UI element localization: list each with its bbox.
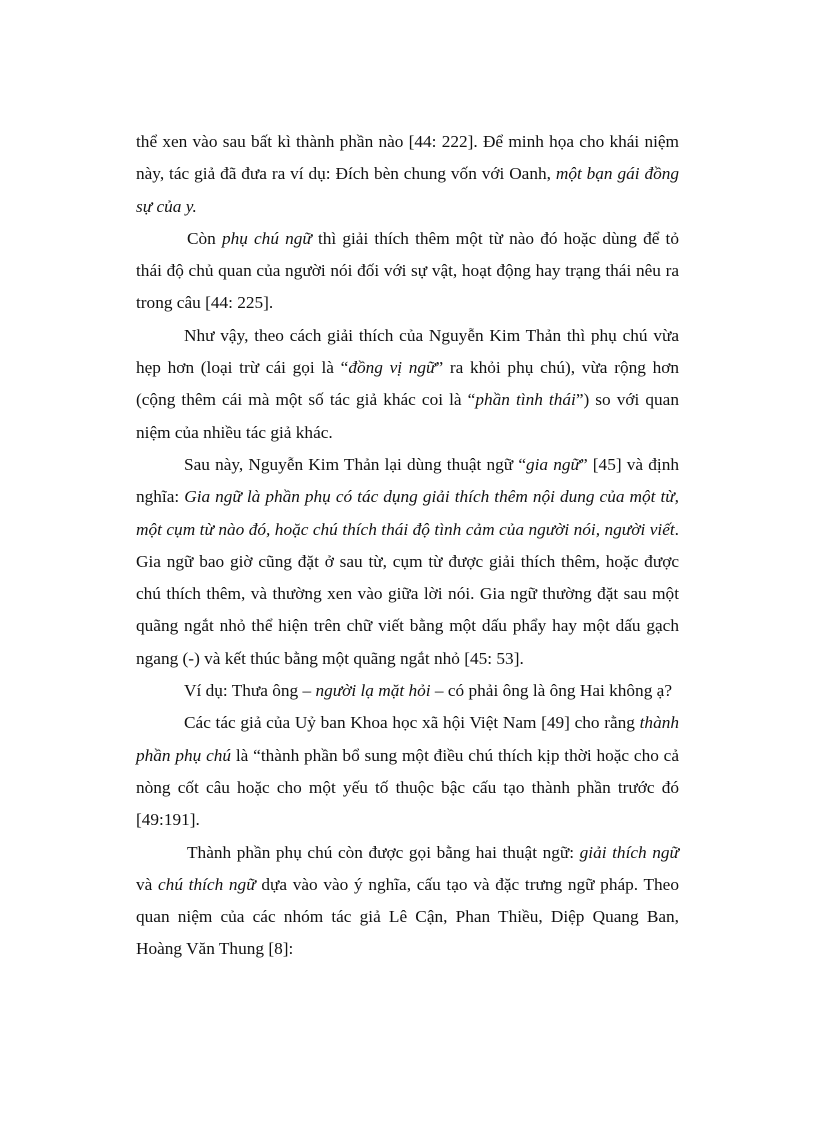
italic-run: đồng vị ngữ	[348, 358, 436, 378]
paragraph-7	[136, 837, 679, 966]
paragraph-3	[136, 320, 679, 449]
text-run: thì giải thích thêm một từ nào đó hoặc dùng để tỏ thái độ chủ quan của người nói đối với sự vật, hoạt động hay trạng thái nêu ra trong câu [44: 225].	[136, 228, 679, 313]
text-run: ”) so với quan niệm của nhiều tác giả khác.	[136, 390, 679, 442]
italic-run: giải thích ngữ	[579, 842, 679, 862]
text-run: ” ra khỏi phụ chú), vừa rộng hơn (cộng thêm cái mà một số tác giả khác coi là “	[136, 358, 679, 410]
italic-run: phần tình thái	[475, 390, 576, 410]
paragraph-6	[136, 707, 679, 836]
text-run: ” [45] và định nghĩa:	[136, 454, 679, 507]
text-run: Như vậy, theo cách giải thích của Nguyễn Kim Thản thì phụ chú vừa hẹp hơn (loại trừ cái gọi là “	[136, 325, 679, 378]
document-page	[136, 126, 679, 966]
text-run: Sau này, Nguyễn Kim Thản lại dùng thuật ngữ “	[184, 454, 526, 474]
italic-run: phụ chú ngữ	[221, 228, 312, 248]
text-run: thể xen vào sau bất kì thành phần nào [44: 222]. Để minh họa cho khái niệm này, tác giả đã đưa ra ví dụ: Đích bèn chung vốn với Oanh,	[136, 132, 679, 184]
paragraph-5	[136, 675, 679, 707]
text-run: Ví dụ: Thưa ông –	[184, 681, 316, 701]
text-run: và	[136, 874, 159, 894]
text-run: Thành phần phụ chú còn được gọi bằng hai thuật ngữ:	[187, 842, 580, 862]
text-run: dựa vào vào ý nghĩa, cấu tạo và đặc trưng ngữ pháp. Theo quan niệm của các nhóm tác giả Lê Cận, Phan Thiều, Diệp Quang Ban, Hoàng Văn Thung [8]:	[136, 874, 679, 959]
text-run: . Gia ngữ bao giờ cũng đặt ở sau từ, cụm từ được giải thích thêm, hoặc được chú thích thêm, và thường xen vào giữa lời nói. Gia ngữ thường đặt sau một quãng ngắt nhỏ thể hiện trên chữ viết bằng một dấu phẩy hay một dấu gạch ngang (-) và kết thúc bằng một quãng ngắt nhỏ [45: 53].	[136, 519, 679, 668]
italic-run: một bạn gái đồng sự của y.	[136, 164, 680, 216]
paragraph-1	[136, 126, 679, 223]
italic-run: gia ngữ	[525, 454, 580, 474]
paragraph-4	[136, 449, 679, 675]
paragraph-2	[136, 223, 679, 320]
italic-run: Gia ngữ là phần phụ có tác dụng giải thích thêm nội dung của một từ, một cụm từ nào đó, hoặc chú thích thái độ tình cảm của người nói, người viết	[136, 487, 680, 539]
italic-run: người lạ mặt hỏi	[315, 681, 431, 701]
italic-run: thành phần phụ chú	[136, 713, 679, 765]
text-run: – có phải ông là ông Hai không ạ?	[430, 681, 672, 701]
text-run: là “thành phần bổ sung một điều chú thích kịp thời hoặc cho cả nòng cốt câu hoặc cho một yếu tố thuộc bậc cấu tạo thành phần trước đó [49:191].	[136, 745, 679, 830]
italic-run: chú thích ngữ	[158, 874, 256, 894]
text-run: Còn	[187, 228, 222, 248]
text-run: Các tác giả của Uỷ ban Khoa học xã hội Việt Nam [49] cho rằng	[184, 713, 640, 733]
